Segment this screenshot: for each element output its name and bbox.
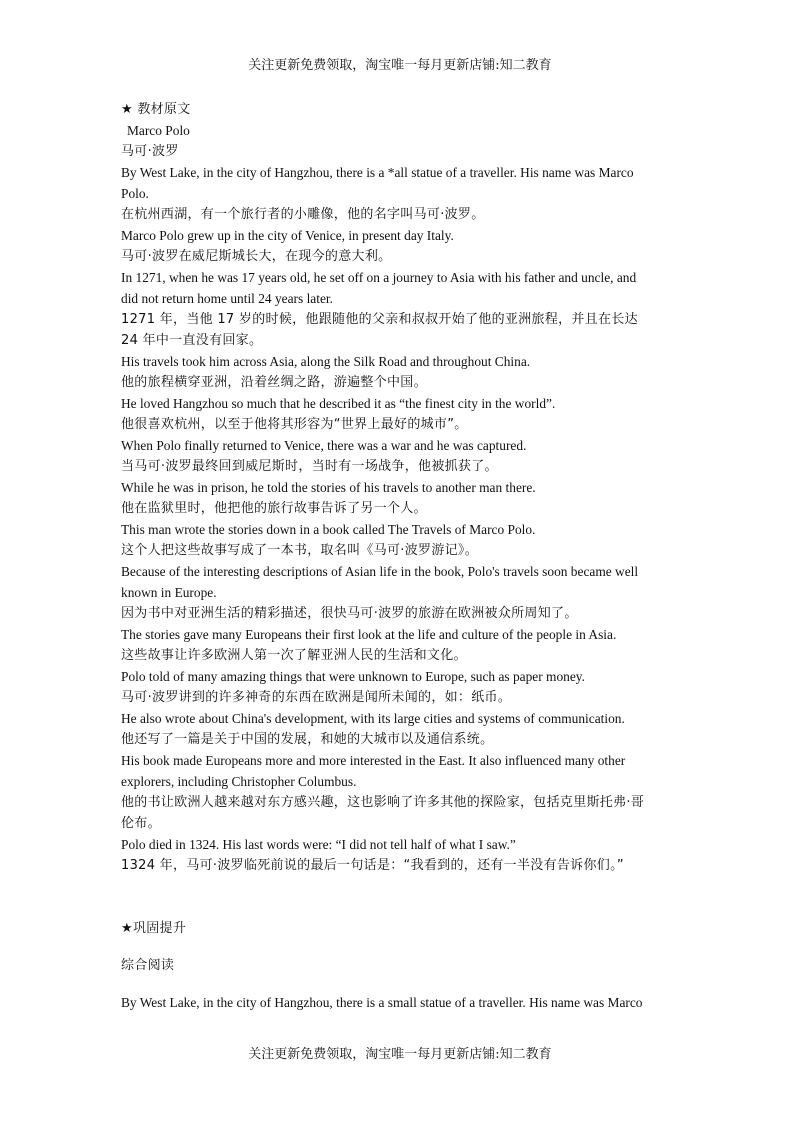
translation-line: 这些故事让许多欧洲人第一次了解亚洲人民的生活和文化。 <box>121 648 467 663</box>
translation-line: 1324 年，马可·波罗临死前说的最后一句话是：“我看到的，还有一半没有告诉你们。” <box>121 858 624 873</box>
translation-line: 他还写了一篇是关于中国的发展，和她的大城市以及通信系统。 <box>121 732 494 747</box>
section-heading-consolidation: ★巩固提升 <box>121 921 187 936</box>
translation-line: 马可·波罗讲到的许多神奇的东西在欧洲是闻所未闻的，如：纸币。 <box>121 690 512 705</box>
translation-line: 24 年中一直没有回家。 <box>121 333 263 348</box>
translation-line: 当马可·波罗最终回到威尼斯时，当时有一场战争，他被抓获了。 <box>121 459 498 474</box>
translation-line: 他在监狱里时，他把他的旅行故事告诉了另一个人。 <box>121 501 427 516</box>
english-line: His book made Europeans more and more interested in the East. It also influenced many other <box>121 753 626 768</box>
english-line: His travels took him across Asia, along the Silk Road and throughout China. <box>121 354 531 369</box>
english-line: did not return home until 24 years later. <box>121 291 333 306</box>
english-line: In 1271, when he was 17 years old, he set off on a journey to Asia with his father and uncle, and <box>121 270 637 285</box>
article-title-en: Marco Polo <box>127 123 190 138</box>
subheading-comprehensive-reading: 综合阅读 <box>121 958 175 973</box>
english-line: He loved Hangzhou so much that he described it as “the finest city in the world”. <box>121 396 556 411</box>
english-line: known in Europe. <box>121 585 217 600</box>
reading-passage-first-line: By West Lake, in the city of Hangzhou, there is a small statue of a traveller. His name was Marco <box>121 995 643 1010</box>
translation-line: 他的书让欧洲人越来越对东方感兴趣，这也影响了许多其他的探险家，包括克里斯托弗·哥 <box>121 795 645 810</box>
english-line: Polo told of many amazing things that were unknown to Europe, such as paper money. <box>121 669 585 684</box>
document-body <box>121 99 681 1013</box>
article-lines <box>121 162 681 876</box>
translation-line: 他的旅程横穿亚洲，沿着丝绸之路，游遍整个中国。 <box>121 375 427 390</box>
translation-line: 这个人把这些故事写成了一本书，取名叫《马可·波罗游记》。 <box>121 543 479 558</box>
translation-line: 在杭州西湖，有一个旅行者的小雕像，他的名字叫马可·波罗。 <box>121 207 485 222</box>
english-line: While he was in prison, he told the stories of his travels to another man there. <box>121 480 536 495</box>
page-footer: 关注更新免费领取，淘宝唯一每月更新店铺:知二教育 <box>248 1047 552 1062</box>
translation-line: 马可·波罗在威尼斯城长大，在现今的意大利。 <box>121 249 392 264</box>
english-line: Marco Polo grew up in the city of Venice, in present day Italy. <box>121 228 454 243</box>
english-line: This man wrote the stories down in a book called The Travels of Marco Polo. <box>121 522 536 537</box>
translation-line: 因为书中对亚洲生活的精彩描述，很快马可·波罗的旅游在欧洲被众所周知了。 <box>121 606 578 621</box>
translation-line: 1271 年，当他 17 岁的时候，他跟随他的父亲和叔叔开始了他的亚洲旅程，并且在长达 <box>121 312 638 327</box>
translation-line: 伦布。 <box>121 816 161 831</box>
english-line: Polo. <box>121 186 149 201</box>
translation-line: 他很喜欢杭州，以至于他将其形容为“世界上最好的城市”。 <box>121 417 468 432</box>
article-title-zh: 马可·波罗 <box>121 144 179 159</box>
english-line: He also wrote about China's development, with its large cities and systems of communication. <box>121 711 625 726</box>
english-line: By West Lake, in the city of Hangzhou, there is a *all statue of a traveller. His name was Marco <box>121 165 634 180</box>
english-line: When Polo finally returned to Venice, there was a war and he was captured. <box>121 438 527 453</box>
page-header: 关注更新免费领取，淘宝唯一每月更新店铺:知二教育 <box>248 58 552 73</box>
english-line: Because of the interesting descriptions of Asian life in the book, Polo's travels soon became well <box>121 564 639 579</box>
english-line: Polo died in 1324. His last words were: “I did not tell half of what I saw.” <box>121 837 516 852</box>
english-line: The stories gave many Europeans their first look at the life and culture of the people in Asia. <box>121 627 617 642</box>
english-line: explorers, including Christopher Columbus. <box>121 774 357 789</box>
section-heading-original-text: ★ 教材原文 <box>121 102 191 117</box>
